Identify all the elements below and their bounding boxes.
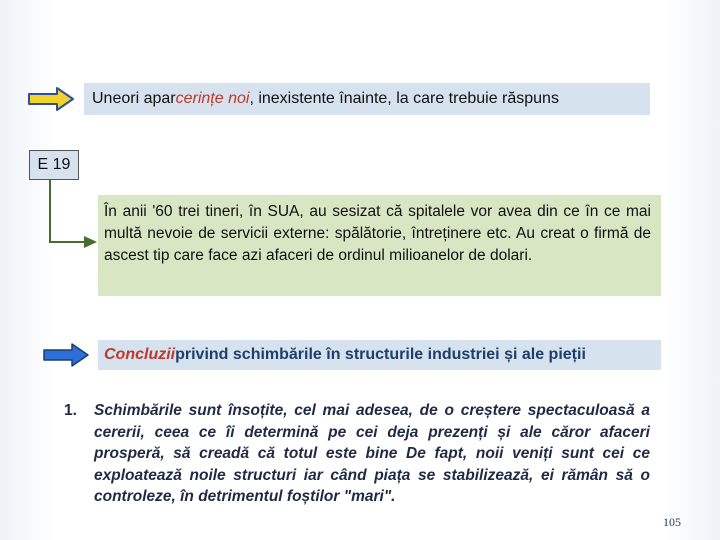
conclusion-list <box>64 400 650 508</box>
right-arrow-icon <box>42 343 90 367</box>
example-label: E 19 <box>29 150 79 180</box>
connector-line-horizontal <box>49 241 89 243</box>
right-arrow-icon <box>27 87 75 111</box>
statement-prefix: Uneori apar <box>92 90 176 107</box>
conclusion-box <box>98 340 661 370</box>
list-item-text: Schimbările sunt însoțite, cel mai adesea, de o creștere spectaculoasă a cererii, ceea ce îi determină pe cei deja prezenți și ale căror afaceri prosperă, să creadă că totul este bine De fapt, noii veniți sunt cei ce exploatează noile structuri iar când piața se stabilizează, ei rămân să o controleze, în detrimentul foștilor "mari". <box>94 402 650 505</box>
statement-suffix: , inexistente înainte, la care trebuie răspuns <box>249 90 559 107</box>
list-item <box>64 400 650 508</box>
conclusion-highlight: Concluzii <box>104 346 176 363</box>
page-number: 105 <box>663 515 681 529</box>
statement-box <box>84 83 650 115</box>
example-text-box: În anii '60 trei tineri, în SUA, au sesizat că spitalele vor avea din ce în ce mai multă nevoie de servicii externe: spălătorie, întreținere etc. Au creat o firmă de ascest tip care face azi afaceri de ordinul milioanelor de dolari. <box>98 195 661 296</box>
conclusion-rest: privind schimbările în structurile industriei și ale pieții <box>175 346 586 363</box>
list-item-number: 1. <box>64 402 77 419</box>
arrowhead-icon <box>84 235 98 249</box>
connector-line <box>49 180 51 242</box>
statement-highlight: cerințe noi <box>175 90 250 107</box>
